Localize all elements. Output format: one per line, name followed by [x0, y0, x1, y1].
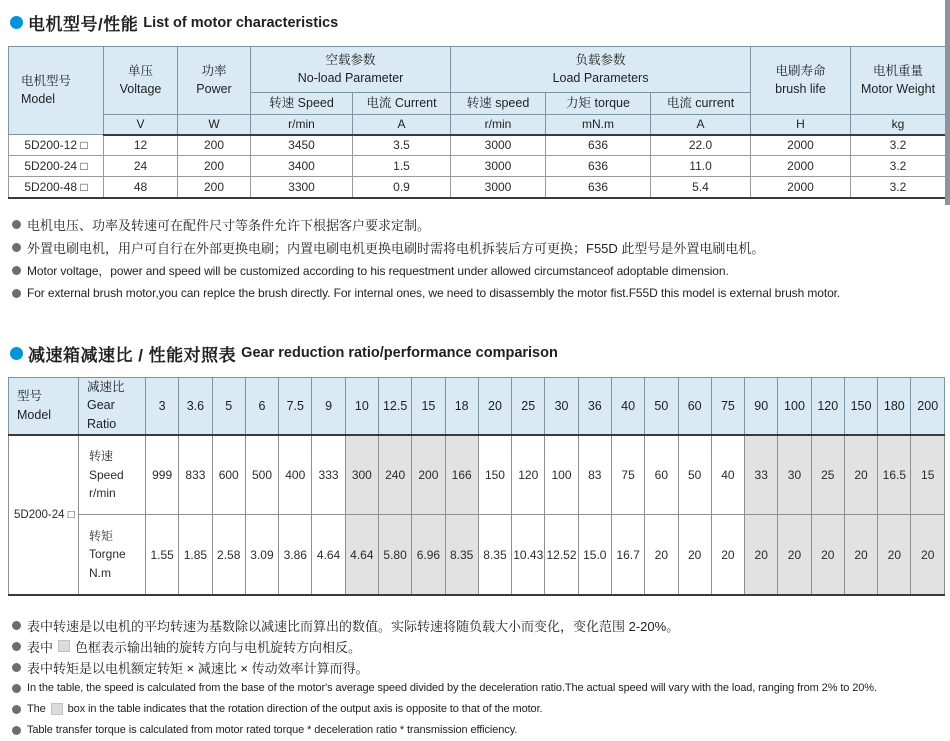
ratio-header-cell: 75 — [711, 377, 744, 435]
cell-voltage: 48 — [104, 177, 178, 198]
note-line — [12, 615, 945, 636]
group-load-header — [451, 47, 751, 93]
speed-cell: 30 — [778, 435, 811, 515]
section1-title-zh: 电机型号/性能 — [28, 15, 139, 34]
note-line — [12, 636, 945, 657]
note-line — [12, 213, 945, 236]
ratio-header-cell: 40 — [611, 377, 644, 435]
ratio-header-cell: 100 — [778, 377, 811, 435]
speed-cell: 120 — [512, 435, 545, 515]
bullet-icon — [12, 726, 21, 735]
unit-power: W — [178, 115, 251, 135]
cell-noload-speed: 3300 — [251, 177, 353, 198]
col-load-torque-header: 力矩 torque — [546, 93, 651, 115]
ratio-header-cell: 50 — [645, 377, 678, 435]
col-load-current-header: 电流 current — [651, 93, 751, 115]
bullet-icon — [12, 220, 21, 229]
note-text: 电机电压、功率及转速可在配件尺寸等条件允许下根据客户要求定制。 — [27, 217, 431, 233]
cell-model: 5D200-12 □ — [9, 135, 104, 156]
cell-weight: 3.2 — [851, 177, 946, 198]
note-line — [12, 720, 945, 741]
ratio-header-cell: 25 — [512, 377, 545, 435]
ratio-header-cell: 90 — [745, 377, 778, 435]
col-model-zh: 电机型号 — [21, 74, 72, 88]
note-text: In the table, the speed is calculated from the base of the motor's average speed divided by the deceleration ratio.The actual speed will vary with the load, ranging from 2% to 20%. — [27, 682, 877, 695]
unit-noload-current: A — [353, 115, 451, 135]
gear-ratio-table — [8, 377, 945, 596]
bullet-icon — [12, 289, 21, 298]
torque-cell: 10.43 — [512, 515, 545, 595]
speed-cell: 200 — [412, 435, 445, 515]
unit-voltage: V — [104, 115, 178, 135]
col-gear-ratio-header — [79, 377, 146, 435]
note-line — [12, 657, 945, 678]
speed-cell: 83 — [578, 435, 611, 515]
ratio-header-cell: 3.6 — [179, 377, 212, 435]
cell-noload-speed: 3400 — [251, 156, 353, 177]
ratio-header-cell: 60 — [678, 377, 711, 435]
cell-brushlife: 2000 — [751, 177, 851, 198]
ratio-header-cell: 9 — [312, 377, 345, 435]
motor-characteristics-table — [8, 46, 946, 199]
speed-cell: 50 — [678, 435, 711, 515]
ratio-header-cell: 30 — [545, 377, 578, 435]
note-text: 表中转矩是以电机额定转矩 × 减速比 × 传动效率计算而得。 — [27, 660, 369, 676]
cell-load-speed: 3000 — [451, 177, 546, 198]
ratio-header-cell: 3 — [146, 377, 179, 435]
cell-model: 5D200-48 □ — [9, 177, 104, 198]
ratio-header-cell: 15 — [412, 377, 445, 435]
unit-load-speed: r/min — [451, 115, 546, 135]
ratio-header-cell: 150 — [844, 377, 877, 435]
cell-brushlife: 2000 — [751, 135, 851, 156]
col-weight-en: Motor Weight — [860, 81, 936, 96]
unit-weight: kg — [851, 115, 946, 135]
cell-voltage: 12 — [104, 135, 178, 156]
note-text: The — [27, 703, 46, 716]
cell-voltage: 24 — [104, 156, 178, 177]
ratio-header-cell: 12.5 — [378, 377, 411, 435]
note-line — [12, 282, 945, 305]
torque-row — [9, 515, 945, 595]
cell-power: 200 — [178, 177, 251, 198]
ratio-header-cell: 20 — [478, 377, 511, 435]
col-power-en: Power — [196, 81, 232, 96]
torque-cell: 20 — [778, 515, 811, 595]
table-row — [9, 135, 946, 156]
torque-cell: 4.64 — [345, 515, 378, 595]
speed-label-unit: r/min — [89, 486, 116, 501]
col-load-speed-header: 转速 speed — [451, 93, 546, 115]
cell-brushlife: 2000 — [751, 156, 851, 177]
cell-weight: 3.2 — [851, 156, 946, 177]
speed-label-cell — [79, 435, 146, 515]
group-load-en: Load Parameters — [552, 70, 649, 85]
torque-cell: 8.35 — [478, 515, 511, 595]
col-noload-current-header: 电流 Current — [353, 93, 451, 115]
unit-load-torque: mN.m — [546, 115, 651, 135]
ratio-header-cell: 6 — [245, 377, 278, 435]
speed-cell: 100 — [545, 435, 578, 515]
torque-cell: 12.52 — [545, 515, 578, 595]
speed-label-en: Speed — [89, 467, 124, 482]
cell-load-speed: 3000 — [451, 156, 546, 177]
cell-load-speed: 3000 — [451, 135, 546, 156]
torque-label-zh: 转矩 — [89, 528, 114, 543]
torque-cell: 20 — [678, 515, 711, 595]
col-voltage-header — [104, 47, 178, 115]
col-noload-speed-header: 转速 Speed — [251, 93, 353, 115]
cell-load-torque: 636 — [546, 177, 651, 198]
section1-title-en: List of motor characteristics — [143, 14, 339, 31]
col-brushlife-header — [751, 47, 851, 115]
speed-cell: 15 — [911, 435, 945, 515]
ratio-header-cell: 7.5 — [279, 377, 312, 435]
torque-cell: 3.09 — [245, 515, 278, 595]
note-line — [12, 678, 945, 699]
cell-weight: 3.2 — [851, 135, 946, 156]
speed-cell: 999 — [146, 435, 179, 515]
ratio-header-cell: 10 — [345, 377, 378, 435]
gear-notes — [12, 615, 945, 741]
bullet-icon — [12, 684, 21, 693]
col-model-header — [9, 377, 79, 435]
torque-cell: 2.58 — [212, 515, 245, 595]
speed-row — [9, 435, 945, 515]
speed-cell: 833 — [179, 435, 212, 515]
cell-load-current: 5.4 — [651, 177, 751, 198]
torque-cell: 20 — [844, 515, 877, 595]
note-line — [12, 236, 945, 259]
cell-noload-speed: 3450 — [251, 135, 353, 156]
torque-cell: 4.64 — [312, 515, 345, 595]
cell-noload-current: 3.5 — [353, 135, 451, 156]
section2-title — [10, 341, 945, 366]
ratio-header-cell: 36 — [578, 377, 611, 435]
scan-edge-artifact — [945, 0, 950, 205]
note-line — [12, 699, 945, 720]
cell-load-current: 11.0 — [651, 156, 751, 177]
note-text: Motor voltage，power and speed will be customized according to his requestment under allowed circumstanceof adoptable dimension. — [27, 263, 729, 278]
torque-cell: 15.0 — [578, 515, 611, 595]
cell-power: 200 — [178, 156, 251, 177]
col-gear-ratio-zh: 减速比 — [87, 379, 125, 394]
speed-cell: 400 — [279, 435, 312, 515]
table-row — [9, 177, 946, 198]
ratio-header-cell: 180 — [878, 377, 911, 435]
speed-cell: 75 — [611, 435, 644, 515]
torque-label-unit: N.m — [89, 565, 111, 580]
section2-title-zh: 减速箱减速比 / 性能对照表 — [28, 345, 237, 365]
col-power-zh: 功率 — [201, 64, 227, 78]
note-text: 外置电刷电机，用户可自行在外部更换电刷；内置电刷电机更换电刷时需将电机拆装后方可更换；F55D 此型号是外置电刷电机。 — [27, 240, 765, 256]
col-voltage-zh: 单压 — [127, 64, 153, 78]
torque-cell: 5.80 — [378, 515, 411, 595]
col-model-en: Model — [21, 91, 56, 106]
speed-cell: 500 — [245, 435, 278, 515]
cell-load-current: 22.0 — [651, 135, 751, 156]
note-text: box in the table indicates that the rotation direction of the output axis is opposite to that of the motor. — [67, 703, 543, 716]
speed-label-zh: 转速 — [89, 449, 114, 464]
torque-cell: 3.86 — [279, 515, 312, 595]
speed-cell: 240 — [378, 435, 411, 515]
unit-brushlife: H — [751, 115, 851, 135]
speed-cell: 150 — [478, 435, 511, 515]
torque-label-en: Torgne — [89, 547, 126, 562]
note-line — [12, 259, 945, 282]
note-text: For external brush motor,you can replce the brush directly. For internal ones, we need to disassembly the motor fist.F55D this model is external brush motor. — [27, 286, 841, 300]
gray-box-swatch — [58, 640, 70, 652]
torque-cell: 20 — [811, 515, 844, 595]
note-text: Table transfer torque is calculated from motor rated torque * deceleration ratio * transmission efficiency. — [27, 724, 518, 737]
speed-cell: 33 — [745, 435, 778, 515]
motor-notes — [12, 213, 945, 305]
speed-cell: 333 — [312, 435, 345, 515]
bullet-icon — [12, 663, 21, 672]
torque-cell: 20 — [645, 515, 678, 595]
group-noload-en: No-load Parameter — [297, 70, 404, 85]
torque-cell: 16.7 — [611, 515, 644, 595]
torque-cell: 20 — [711, 515, 744, 595]
speed-cell: 60 — [645, 435, 678, 515]
col-brushlife-zh: 电刷寿命 — [775, 64, 826, 78]
cell-load-torque: 636 — [546, 156, 651, 177]
speed-cell: 300 — [345, 435, 378, 515]
col-model-header — [9, 47, 104, 135]
ratio-header-cell: 120 — [811, 377, 844, 435]
bullet-icon — [12, 642, 21, 651]
bullet-icon — [12, 705, 21, 714]
col-weight-header — [851, 47, 946, 115]
bullet-icon — [12, 266, 21, 275]
cell-model: 5D200-24 □ — [9, 156, 104, 177]
note-text: 表中转速是以电机的平均转速为基数除以减速比而算出的数值。实际转速将随负载大小而变化，变化范围 2-20%。 — [27, 618, 680, 634]
torque-cell: 1.85 — [179, 515, 212, 595]
torque-cell: 6.96 — [412, 515, 445, 595]
speed-cell: 20 — [844, 435, 877, 515]
unit-noload-speed: r/min — [251, 115, 353, 135]
section2-title-en: Gear reduction ratio/performance comparison — [241, 345, 558, 361]
cell-load-torque: 636 — [546, 135, 651, 156]
cell-noload-current: 0.9 — [353, 177, 451, 198]
col-voltage-en: Voltage — [119, 81, 162, 96]
torque-cell: 20 — [745, 515, 778, 595]
col-model-en: Model — [17, 407, 52, 422]
torque-cell: 20 — [911, 515, 945, 595]
torque-cell: 8.35 — [445, 515, 478, 595]
cell-power: 200 — [178, 135, 251, 156]
note-text: 色框表示输出轴的旋转方向与电机旋转方向相反。 — [75, 639, 362, 655]
group-load-zh: 负载参数 — [575, 53, 626, 67]
cell-noload-current: 1.5 — [353, 156, 451, 177]
bullet-icon — [10, 16, 23, 29]
col-weight-zh: 电机重量 — [873, 64, 924, 78]
torque-label-cell — [79, 515, 146, 595]
speed-cell: 40 — [711, 435, 744, 515]
gray-box-swatch — [51, 703, 63, 715]
bullet-icon — [12, 243, 21, 252]
note-text: 表中 — [27, 639, 54, 655]
speed-cell: 25 — [811, 435, 844, 515]
unit-load-current: A — [651, 115, 751, 135]
group-noload-zh: 空载参数 — [325, 53, 376, 67]
table-row — [9, 156, 946, 177]
col-power-header — [178, 47, 251, 115]
torque-cell: 20 — [878, 515, 911, 595]
ratio-header-cell: 5 — [212, 377, 245, 435]
speed-cell: 166 — [445, 435, 478, 515]
col-brushlife-en: brush life — [775, 81, 826, 96]
model-cell: 5D200-24 □ — [9, 435, 79, 595]
group-noload-header — [251, 47, 451, 93]
col-model-zh: 型号 — [17, 388, 43, 403]
col-gear-ratio-en: Gear Ratio — [87, 398, 117, 431]
speed-cell: 600 — [212, 435, 245, 515]
torque-cell: 1.55 — [146, 515, 179, 595]
bullet-icon — [12, 621, 21, 630]
ratio-header-cell: 200 — [911, 377, 945, 435]
ratio-header-cell: 18 — [445, 377, 478, 435]
section1-title — [10, 10, 945, 35]
speed-cell: 16.5 — [878, 435, 911, 515]
bullet-icon — [10, 347, 23, 360]
